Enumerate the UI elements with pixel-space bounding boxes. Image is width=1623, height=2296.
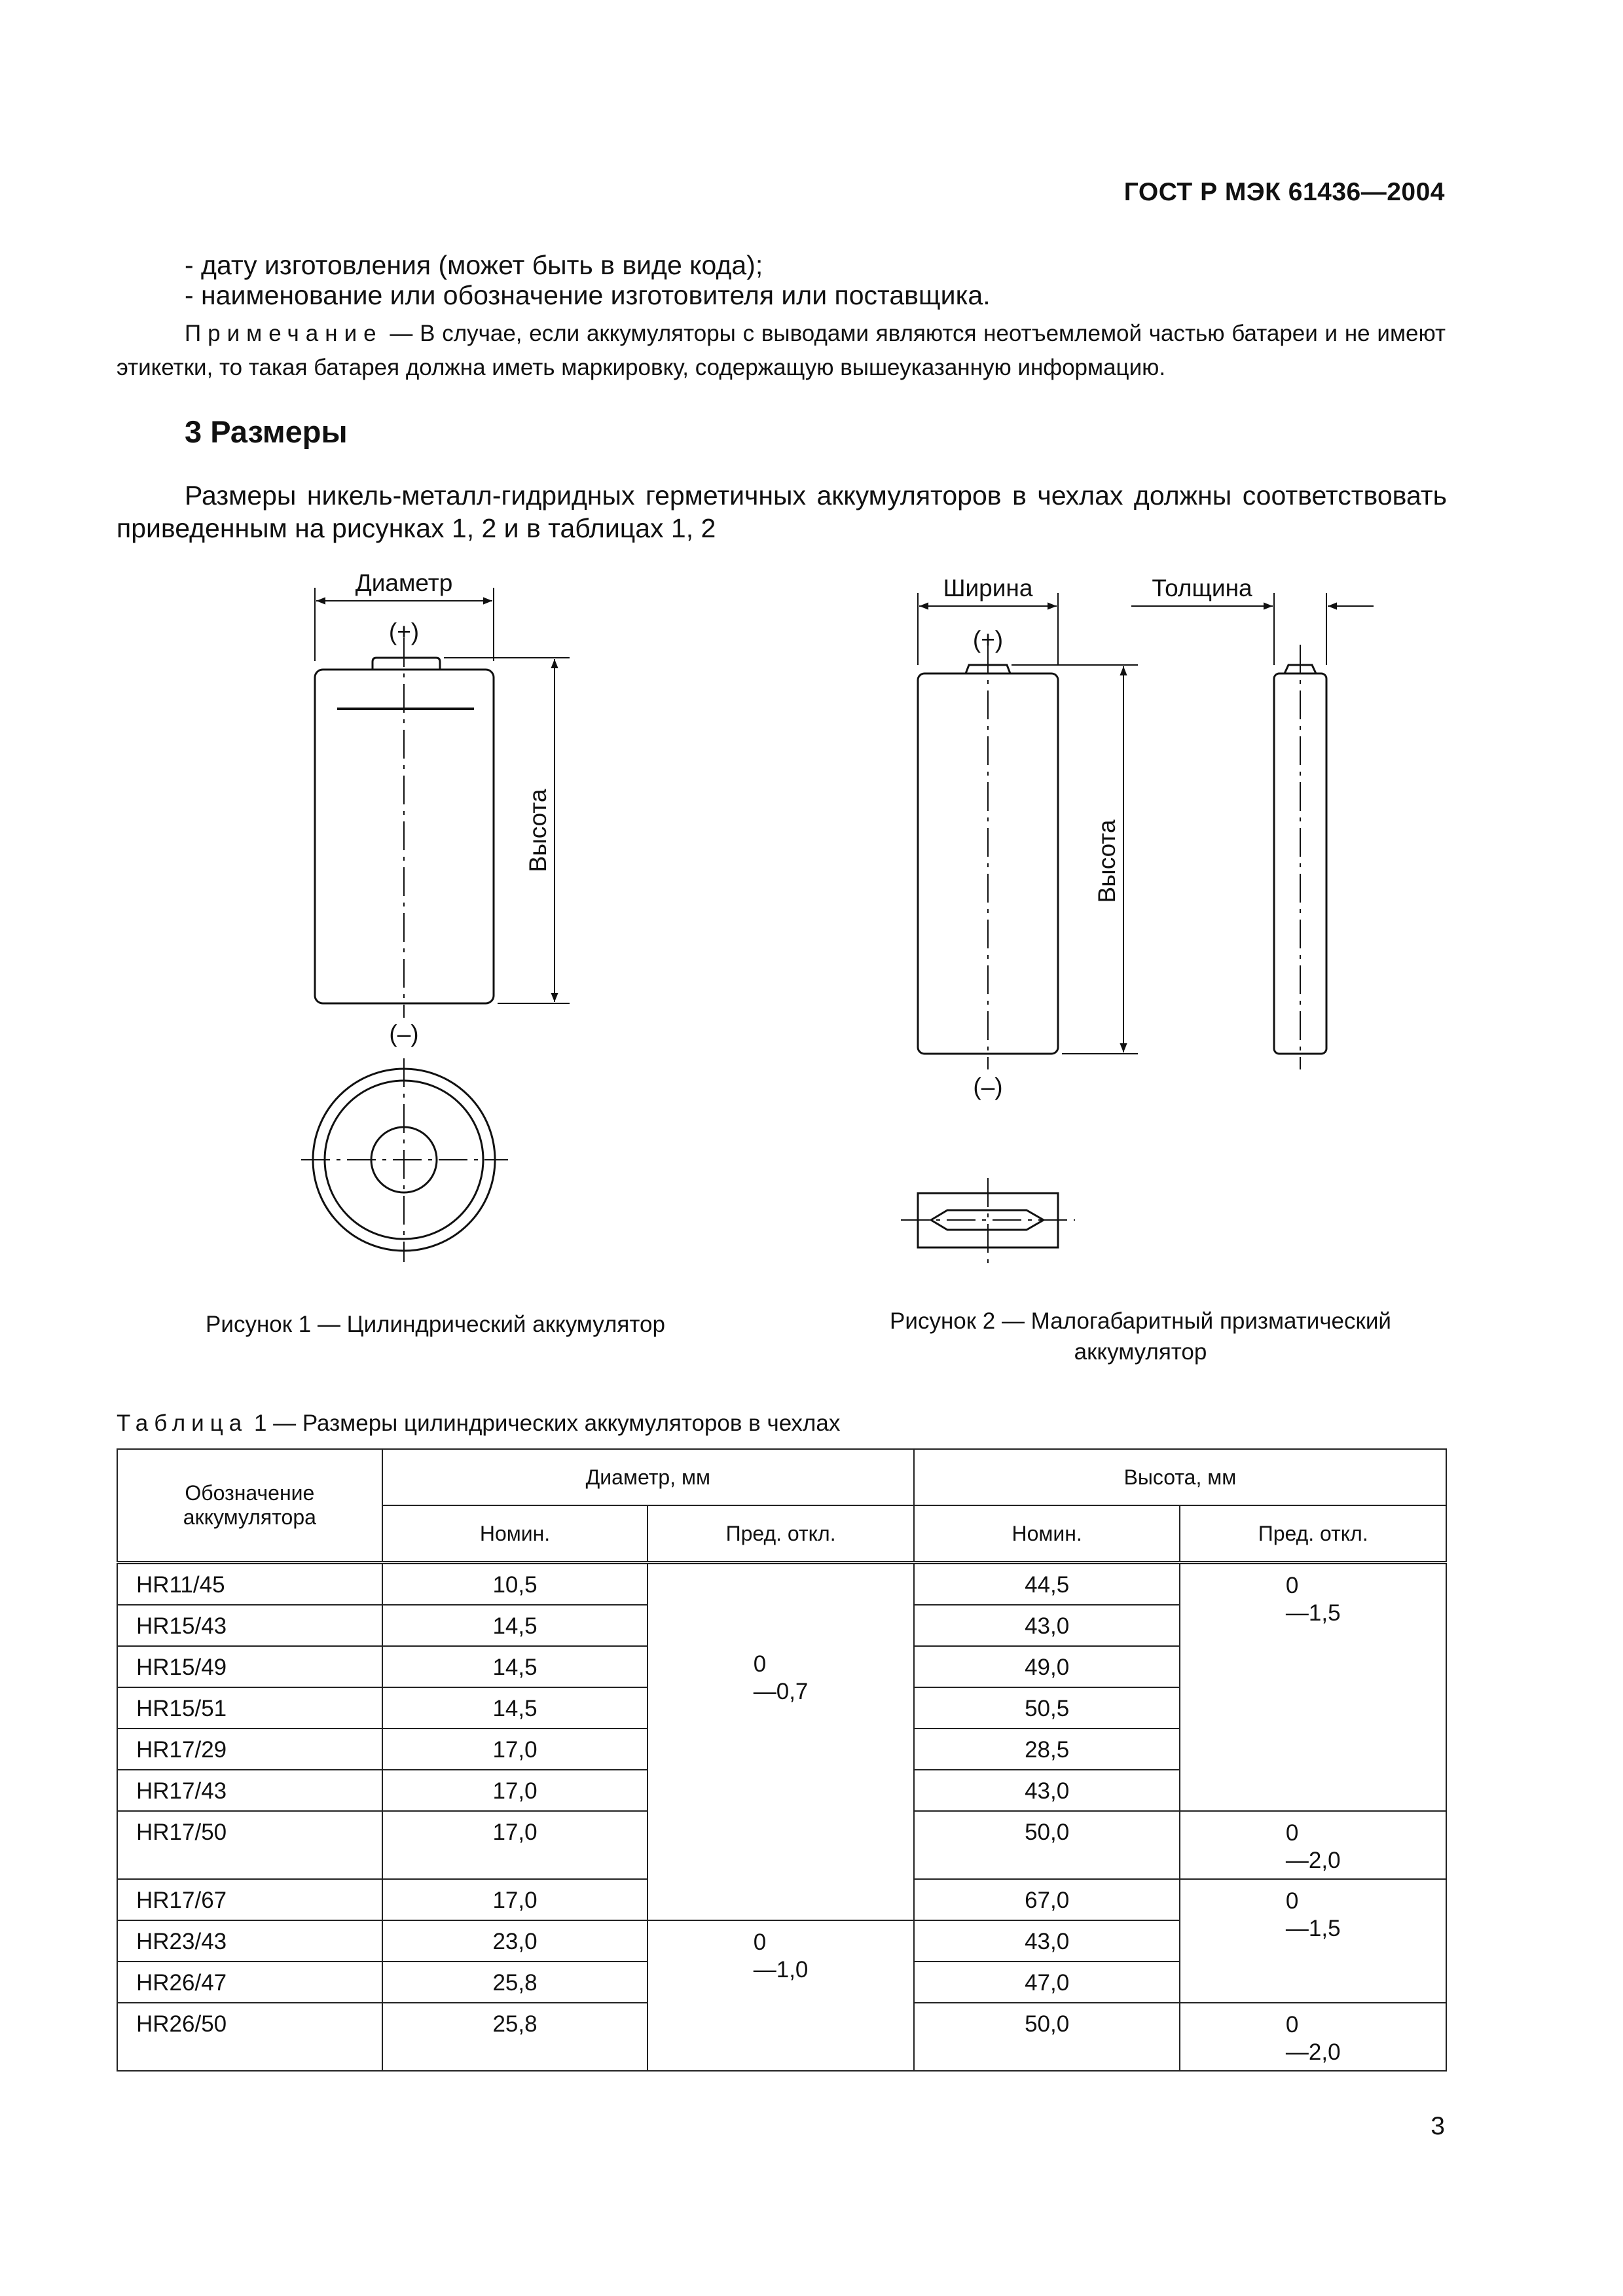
table-caption-text: 1 — Размеры цилиндрических аккумуляторов в чехлах	[247, 1410, 841, 1436]
cell-name: HR17/29	[117, 1729, 382, 1770]
cell-height: 67,0	[914, 1879, 1180, 1920]
cell-height: 28,5	[914, 1729, 1180, 1770]
note-label: Примечание	[185, 321, 383, 346]
cell-name: HR15/51	[117, 1687, 382, 1729]
cell-height-tolerance	[1180, 1811, 1446, 1879]
cell-name: HR17/43	[117, 1770, 382, 1811]
cell-height: 43,0	[914, 1770, 1180, 1811]
cell-name: HR11/45	[117, 1563, 382, 1605]
minus-terminal-label: (–)	[973, 1073, 1003, 1100]
tol-upper: 0	[1285, 1820, 1299, 1846]
header-deviation: Пред. откл.	[647, 1505, 914, 1563]
cell-name: HR17/50	[117, 1811, 382, 1879]
tol-lower: —1,0	[753, 1957, 809, 1982]
cell-diameter: 17,0	[382, 1879, 648, 1920]
cell-height: 43,0	[914, 1605, 1180, 1646]
cell-height: 49,0	[914, 1646, 1180, 1687]
cell-diameter: 14,5	[382, 1687, 648, 1729]
plus-terminal-label: (+)	[972, 626, 1004, 653]
width-label: Ширина	[943, 575, 1033, 601]
prismatic-cell-top-view	[901, 1178, 1075, 1263]
page-number: 3	[1431, 2112, 1445, 2140]
cell-height: 50,0	[914, 1811, 1180, 1879]
cell-height: 50,5	[914, 1687, 1180, 1729]
cell-name: HR15/49	[117, 1646, 382, 1687]
height-label: Высота	[1093, 819, 1120, 903]
diameter-label: Диаметр	[355, 569, 453, 596]
list-item: - наименование или обозначение изготовителя или поставщика.	[185, 280, 991, 310]
tol-upper: 0	[753, 1929, 767, 1955]
figure1-caption: Рисунок 1 — Цилиндрический аккумулятор	[206, 1312, 665, 1337]
dimensions-table	[117, 1448, 1447, 2072]
cell-height: 50,0	[914, 2003, 1180, 2071]
cell-height: 44,5	[914, 1563, 1180, 1605]
cell-diameter-tolerance	[647, 1920, 914, 2071]
cell-height: 43,0	[914, 1920, 1180, 1962]
header-nominal: Номин.	[382, 1505, 648, 1563]
cell-height-tolerance	[1180, 2003, 1446, 2071]
prismatic-cell-side-view	[1274, 645, 1326, 1069]
plus-terminal-label: (+)	[388, 619, 420, 645]
cell-diameter: 10,5	[382, 1563, 648, 1605]
table-row	[117, 1563, 1446, 1605]
table-label: Таблица	[117, 1410, 248, 1436]
cell-name: HR17/67	[117, 1879, 382, 1920]
prismatic-cell-front-view	[918, 645, 1058, 1069]
table-caption	[117, 1410, 840, 1437]
header-height: Высота, мм	[914, 1449, 1446, 1505]
minus-terminal-label: (–)	[389, 1020, 419, 1047]
cell-diameter: 25,8	[382, 2003, 648, 2071]
note-text: — В случае, если аккумуляторы с выводами являются неотъемлемой частью батареи и не имеют этикетки, то такая батарея должна иметь маркировку, содержащую вышеуказанную информацию.	[117, 321, 1446, 380]
cell-diameter: 25,8	[382, 1962, 648, 2003]
tol-lower: —2,0	[1285, 1848, 1341, 1873]
header-diameter: Диаметр, мм	[382, 1449, 914, 1505]
cell-diameter: 14,5	[382, 1646, 648, 1687]
figure2-caption: аккумулятор	[1074, 1339, 1207, 1365]
tol-upper: 0	[1285, 2012, 1299, 2037]
cell-height-tolerance	[1180, 1563, 1446, 1812]
cell-diameter: 23,0	[382, 1920, 648, 1962]
tol-upper: 0	[753, 1651, 767, 1677]
cell-diameter: 17,0	[382, 1811, 648, 1879]
tol-lower: —0,7	[753, 1679, 809, 1704]
tol-upper: 0	[1285, 1888, 1299, 1914]
thickness-label: Толщина	[1152, 575, 1252, 601]
tol-upper: 0	[1285, 1573, 1299, 1598]
paragraph-text: Размеры никель-металл-гидридных герметичных аккумуляторов в чехлах должны соответствовать приведенным на рисунках 1, 2 и в таблицах 1, 2	[117, 480, 1447, 543]
cell-name: HR26/50	[117, 2003, 382, 2071]
header-designation: Обозначение аккумулятора	[117, 1449, 382, 1563]
tol-lower: —2,0	[1285, 2039, 1341, 2065]
tol-lower: —1,5	[1285, 1916, 1341, 1941]
cell-name: HR15/43	[117, 1605, 382, 1646]
cell-name: HR26/47	[117, 1962, 382, 2003]
cylindrical-cell-end-view	[301, 1058, 508, 1262]
header-deviation: Пред. откл.	[1180, 1505, 1446, 1563]
cylindrical-cell-side-view	[315, 638, 494, 1018]
header-nominal: Номин.	[914, 1505, 1180, 1563]
cell-diameter: 14,5	[382, 1605, 648, 1646]
standard-number: ГОСТ Р МЭК 61436—2004	[1123, 178, 1445, 206]
list-item: - дату изготовления (может быть в виде кода);	[185, 250, 763, 280]
section-title: 3 Размеры	[185, 414, 348, 449]
cell-height-tolerance	[1180, 1879, 1446, 2003]
cell-diameter-tolerance	[647, 1563, 914, 1921]
cell-height: 47,0	[914, 1962, 1180, 2003]
figure2-caption: Рисунок 2 — Малогабаритный призматический	[890, 1308, 1391, 1334]
tol-lower: —1,5	[1285, 1600, 1341, 1626]
cell-name: HR23/43	[117, 1920, 382, 1962]
cell-diameter: 17,0	[382, 1729, 648, 1770]
cell-diameter: 17,0	[382, 1770, 648, 1811]
height-label: Высота	[524, 789, 551, 872]
